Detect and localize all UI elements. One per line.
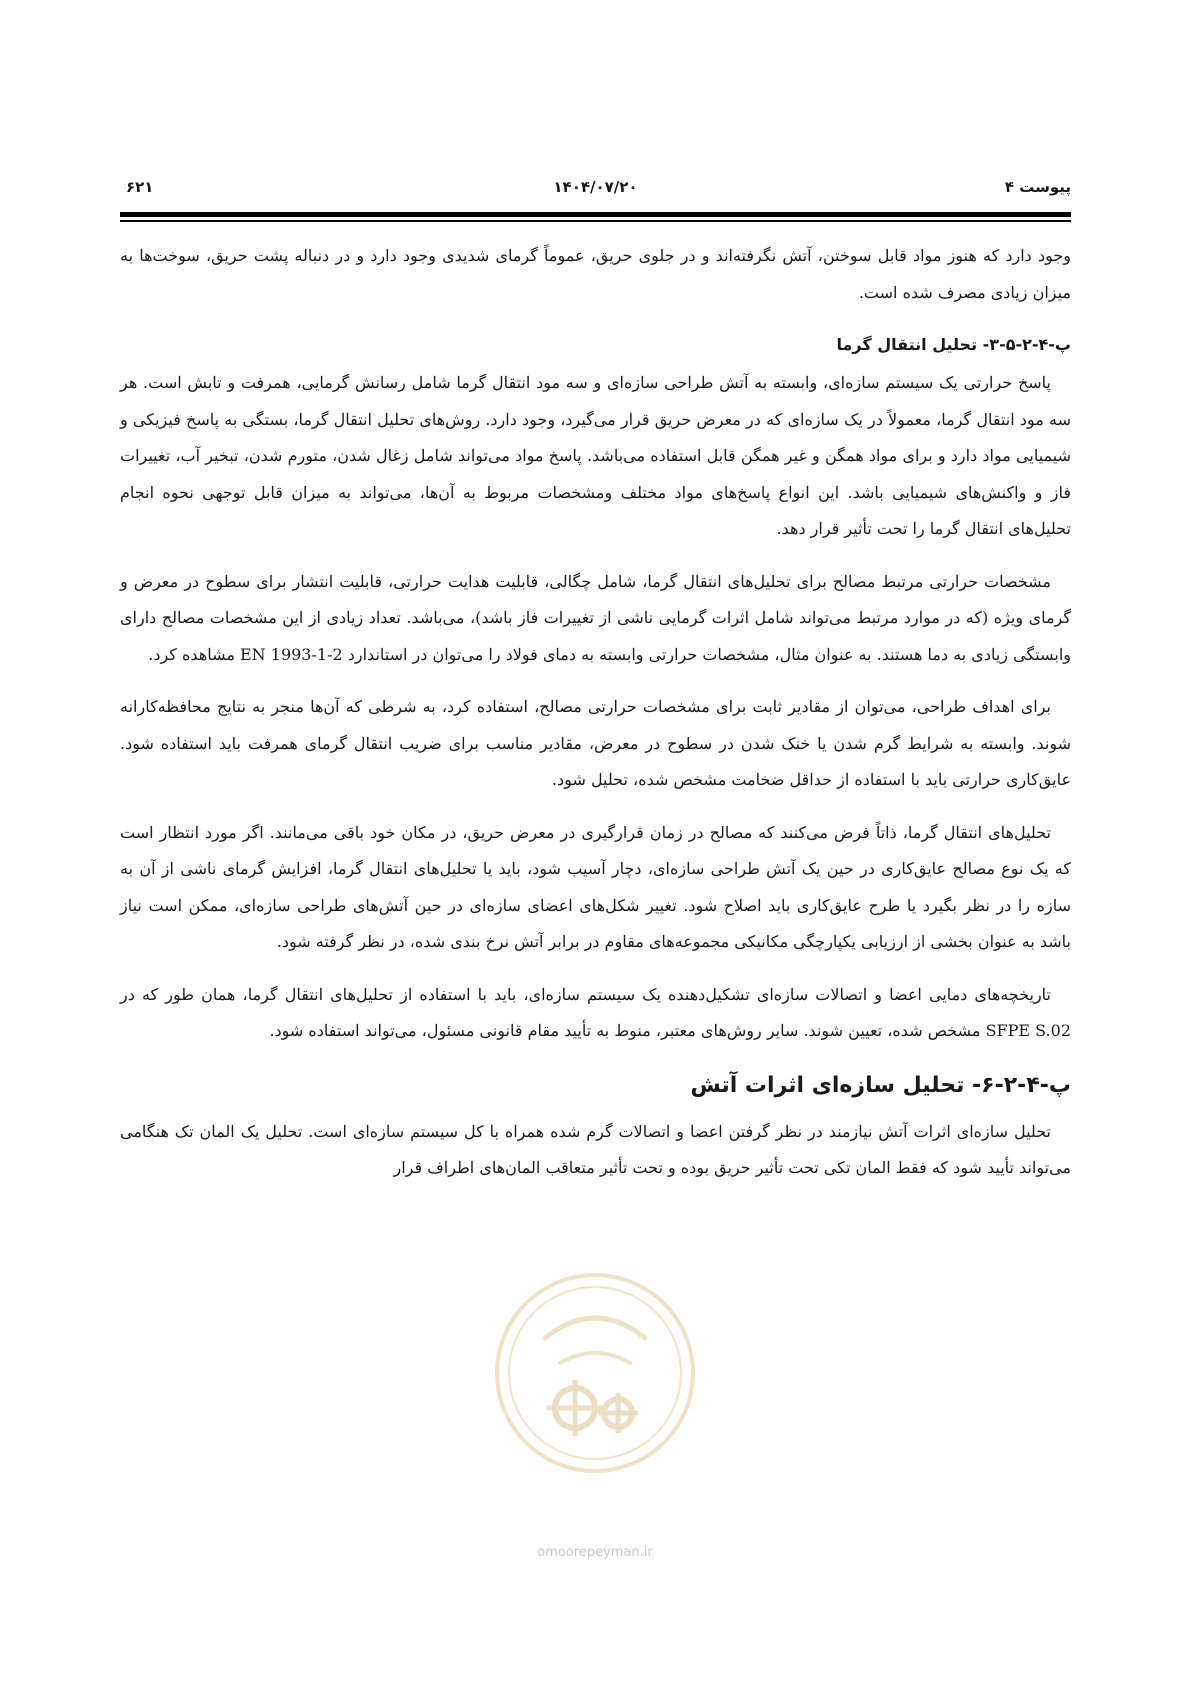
header-section-title: پیوست ۴	[1004, 178, 1071, 196]
paragraph-thermal-properties: مشخصات حرارتی مرتبط مصالح برای تحلیل‌های انتقال گرما، شامل چگالی، قابلیت هدایت حرارتی، قابلیت انتشار برای سطوح در معرض و گرمای ویژه (که در موارد مرتبط می‌تواند شامل اثرات گرمایی ناشی از تغییرات فاز باشد)، می‌باشد. تعداد زیادی از این مشخصات مصالح دارای وابستگی زیادی به دما هستند. به عنوان مثال، مشخصات حرارتی وابسته به دمای فولاد را می‌توان در استاندارد EN 1993-1-2 مشاهده کرد.	[120, 571, 1071, 664]
header-date: ۱۴۰۴/۰۷/۲۰	[553, 178, 638, 196]
paragraph-continued: وجود دارد که هنوز مواد قابل سوختن، آتش نگرفته‌اند و در جلوی حریق، عموماً گرمای شدیدی وجود دارد و در دنباله پشت حریق، سوخت‌ها به میزان زیادی مصرف شده است.	[120, 246, 1071, 302]
paragraph-thermal-response: پاسخ حرارتی یک سیستم سازه‌ای، وابسته به آتش طراحی سازه‌ای و سه مود انتقال گرما شامل رسانش گرمایی، همرفت و تابش است. هر سه مود انتقال گرما، معمولاً در یک سازه‌ای که در معرض حریق قرار می‌گیرد، وجود دارد. روش‌های تحلیل انتقال گرما، بستگی به پاسخ فیزیکی و شیمیایی مواد دارد و برای مواد همگن و غیر همگن قابل استفاده می‌باشد. پاسخ مواد می‌تواند شامل زغال شدن، متورم شدن، تبخیر آب، تغییرات فاز و واکنش‌های شیمیایی باشد. این انواع پاسخ‌های مواد مختلف ومشخصات مربوط به آن‌ها، می‌تواند به میزان قابل توجهی نحوه انجام تحلیل‌های انتقال گرما را تحت تأثیر قرار دهد.	[120, 373, 1072, 538]
page-header	[120, 172, 1071, 202]
paragraph-structural-analysis: تحلیل سازه‌ای اثرات آتش نیازمند در نظر گرفتن اعضا و اتصالات گرم شده همراه با کل سیستم سازه‌ای است. تحلیل یک المان تک هنگامی می‌تواند تأیید شود که فقط المان تکی تحت تأثیر حریق بوده و تحت تأثیر متعاقب المان‌های اطراف قرار	[120, 1121, 1071, 1177]
section-heading-heat-transfer: پ-۴-۲-۵-۳- تحلیل انتقال گرما	[836, 335, 1071, 354]
header-page-number: ۶۲۱	[126, 178, 154, 196]
document-body	[120, 238, 1071, 1203]
watermark-seal-icon	[490, 1268, 700, 1478]
section-heading-structural-analysis: پ-۴-۲-۶- تحلیل سازه‌ای اثرات آتش	[690, 1072, 1071, 1098]
watermark-url: omoorepeyman.ir	[537, 1545, 653, 1560]
paragraph-insulation: تحلیل‌های انتقال گرما، ذاتاً فرض می‌کنند که مصالح در زمان قرارگیری در معرض حریق، در مکان خود باقی می‌مانند. اگر مورد انتظار است که یک نوع مصالح عایق‌کاری در حین یک آتش طراحی سازه‌ای، دچار آسیب شود، باید یا تحلیل‌های انتقال گرما، افزایش گرمای ناشی از آن به سازه را در نظر بگیرد یا طرح عایق‌کاری باید اصلاح شود. تغییر شکل‌های اعضای سازه‌ای در حین آتش‌های طراحی سازه‌ای، ممکن است نیاز باشد به عنوان بخشی از ارزیابی یکپارچگی مکانیکی مجموعه‌های مقاوم در برابر آتش نرخ بندی شده، در نظر گرفته شود.	[120, 822, 1072, 951]
header-rule-thick	[120, 212, 1071, 217]
header-rule-thin	[120, 220, 1071, 222]
paragraph-design-values: برای اهداف طراحی، می‌توان از مقادیر ثابت برای مشخصات حرارتی مصالح، استفاده کرد، به شرطی که آن‌ها منجر به نتایج محافظه‌کارانه شوند. وابسته به شرایط گرم شدن یا خنک شدن در سطوح در معرض، مقادیر مناسب برای ضریب انتقال گرمای همرفت باید استفاده شود. عایق‌کاری حرارتی باید با استفاده از حداقل ضخامت مشخص شده، تحلیل شود.	[120, 697, 1071, 789]
paragraph-temperature-histories: تاریخچه‌های دمایی اعضا و اتصالات سازه‌ای تشکیل‌دهنده یک سیستم سازه‌ای، باید با استفاده از تحلیل‌های انتقال گرما، همان طور که در SFPE S.02 مشخص شده، تعیین شوند. سایر روش‌های معتبر، منوط به تأیید مقام قانونی مسئول، می‌تواند استفاده شود.	[120, 984, 1071, 1040]
